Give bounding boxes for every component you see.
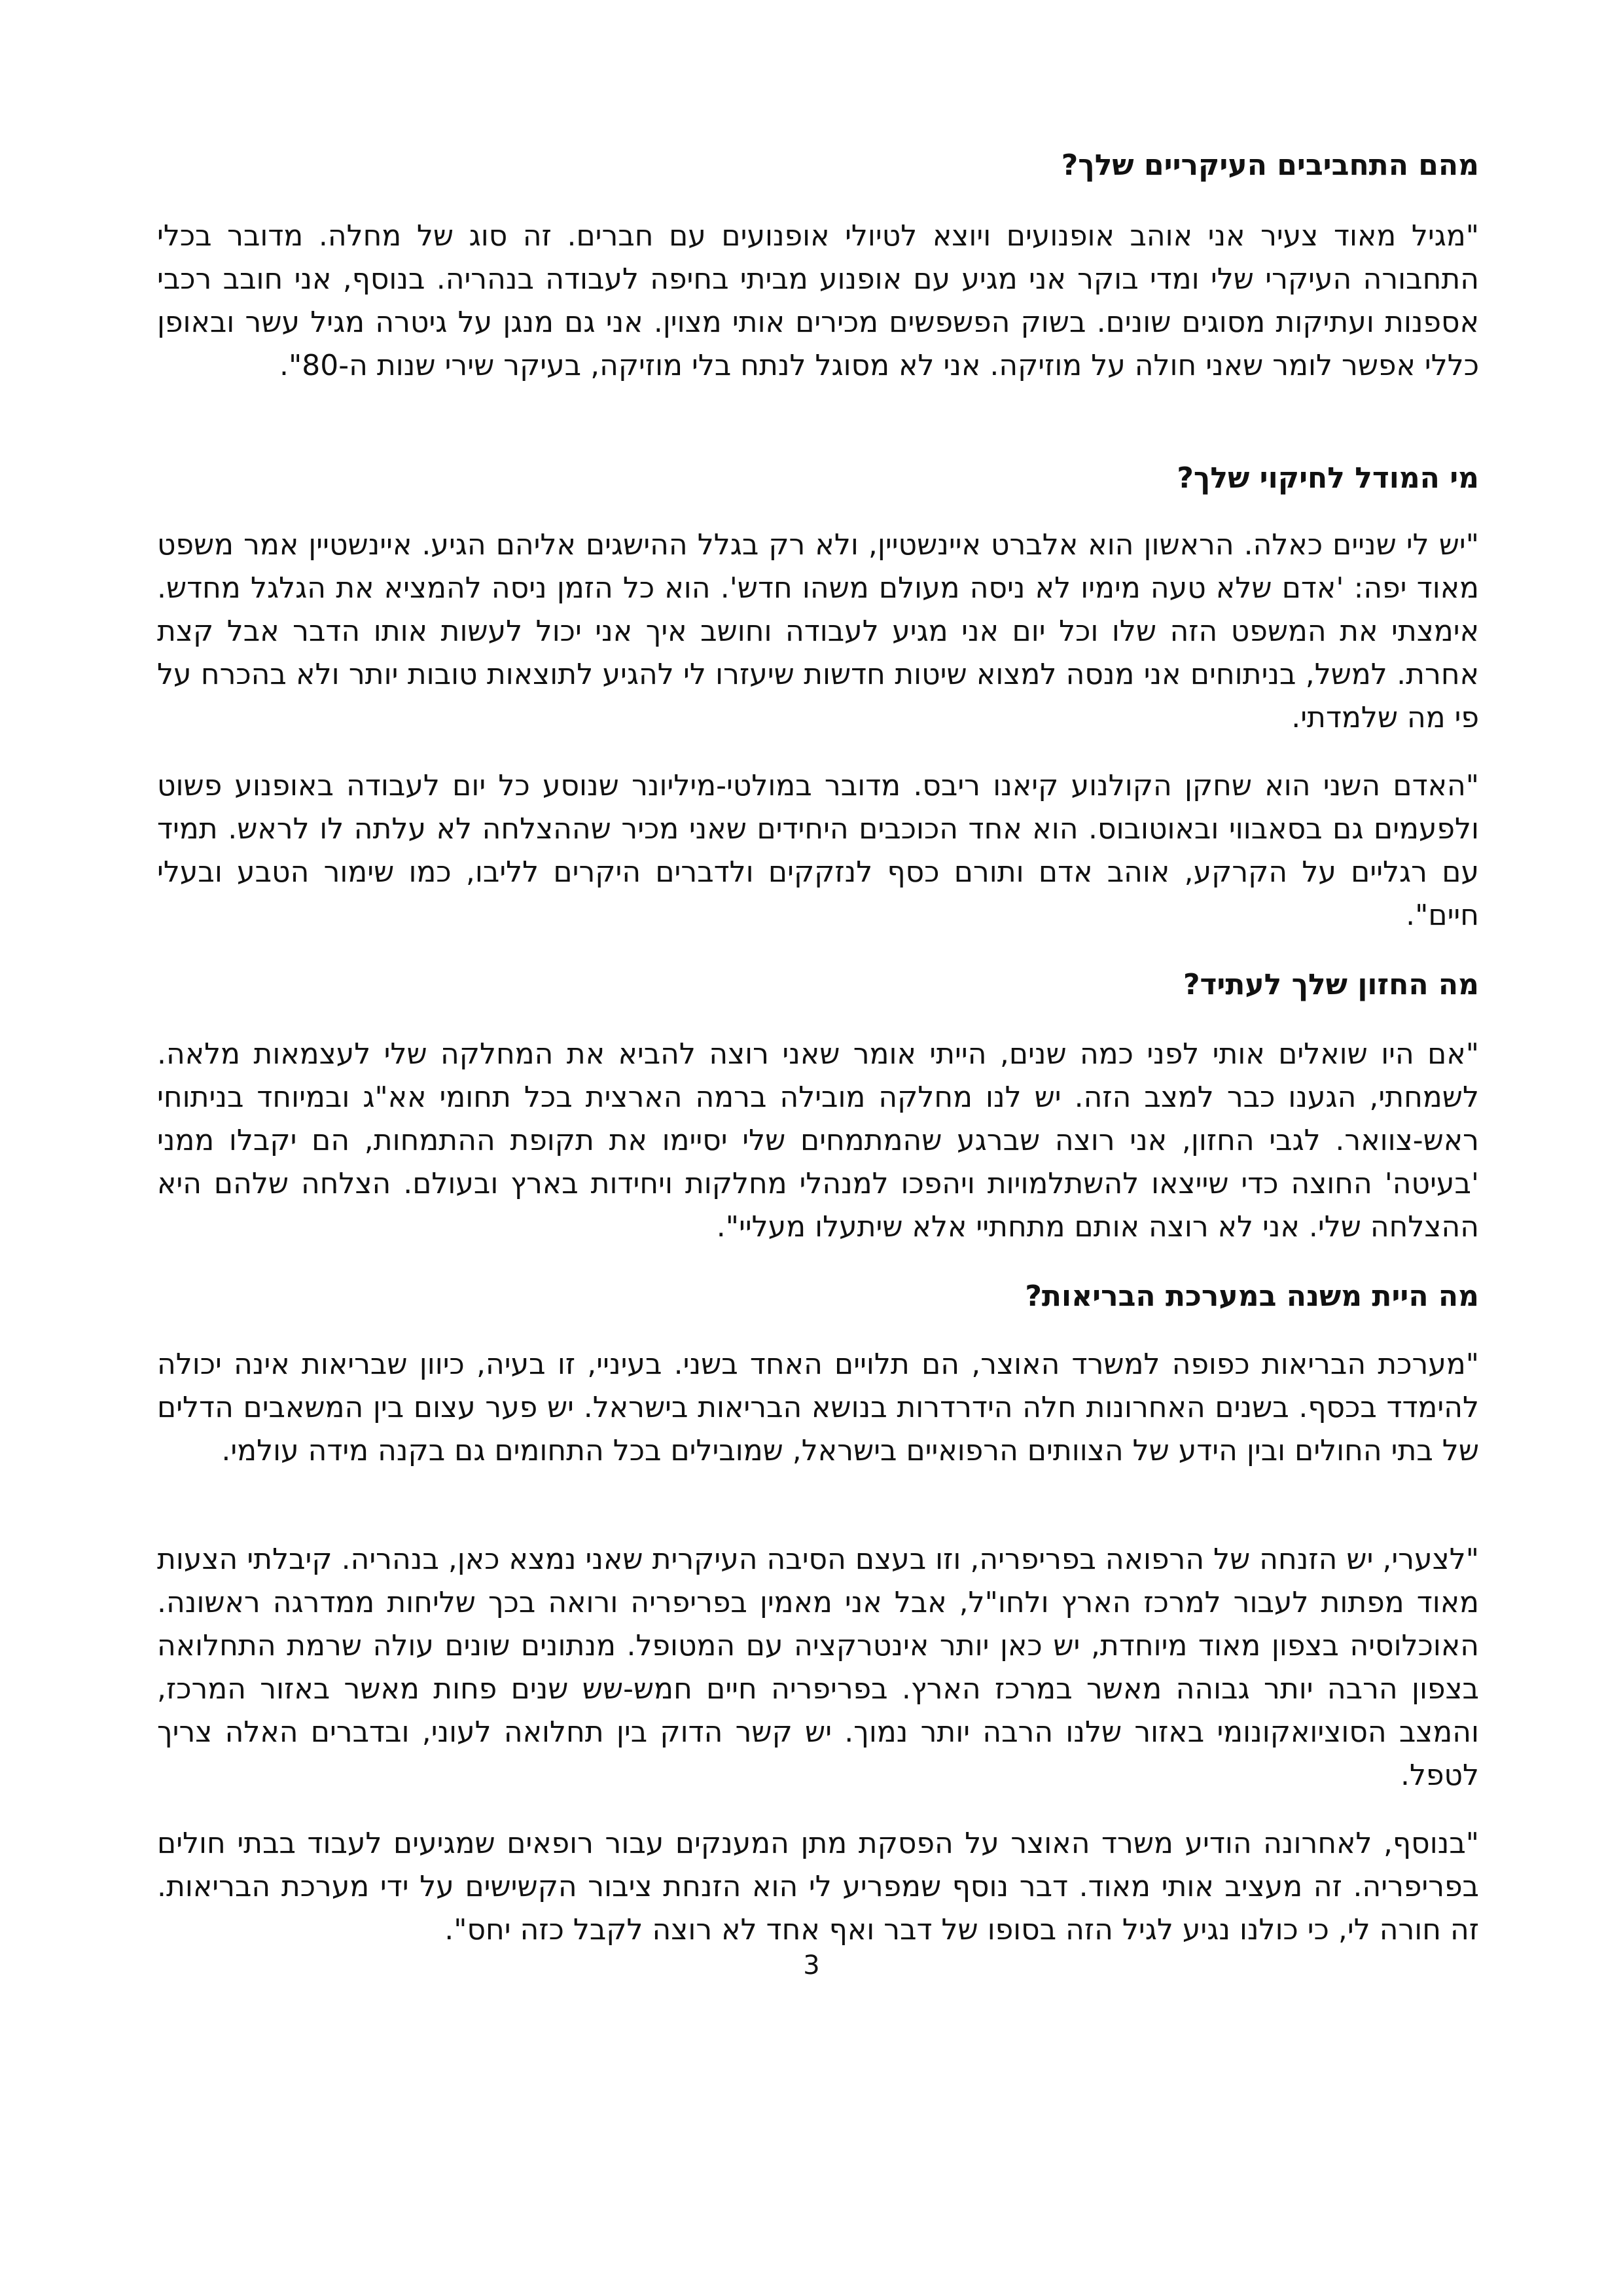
page-number: 3 bbox=[803, 1950, 820, 1981]
paragraph-vision: "אם היו שואלים אותי לפני כמה שנים, הייתי אומר שאני רוצה להביא את המחלקה שלי לעצמאות מלאה. לשמחתי, הגענו כבר למצב הזה. יש לנו מחלקה מובילה ברמה הארצית בכל תחומי אא"ג ובמיוחד בניתוחי ראש-צוואר. לגבי החזון, אני רוצה שברגע שהמתמחים שלי יסיימו את תקופת ההתמחות, הם יקבלו ממני 'בעיטה' החוצה כדי שייצאו להשתלמויות ויהפכו למנהלי מחלקות ויחידות בארץ ובעולם. הצלחה שלהם היא ההצלחה שלי. אני לא רוצה אותם מתחתיי אלא שיתעלו מעליי". bbox=[157, 1037, 1479, 1244]
paragraph-health-system-3: "בנוסף, לאחרונה הודיע משרד האוצר על הפסקת מתן המענקים עבור רופאים שמגיעים לעבוד בבתי חולים בפריפריה. זה מעציב אותי מאוד. דבר נוסף שמפריע לי הוא הזנחת ציבור הקשישים על ידי מערכת הבריאות. זה חורה לי, כי כולנו נגיע לגיל הזה בסופו של דבר ואף אחד לא רוצה לקבל כזה יחס". bbox=[157, 1827, 1479, 1946]
paragraph-health-system-2: "לצערי, יש הזנחה של הרפואה בפריפריה, וזו בעצם הסיבה העיקרית שאני נמצא כאן, בנהריה. קיבלתי הצעות מאוד מפתות לעבור למרכז הארץ ולחו"ל, אבל אני מאמין בפריפריה ורואה בכך שליחות ממדרגה ראשונה. האוכלוסיה בצפון מאוד מיוחדת, יש כאן יותר אינטרקציה עם המטופל. מנתונים שונים עולה שרמת התחלואה בצפון הרבה יותר גבוהה מאשר במרכז הארץ. בפריפריה חיים חמש-שש שנים פחות מאשר באזור המרכז, והמצב הסוציואקונומי באזור שלנו הרבה יותר נמוך. יש קשר הדוק בין תחלואה לעוני, ובדברים האלה צריך לטפל. bbox=[157, 1543, 1479, 1792]
paragraph-role-model-keanu: "האדם השני הוא שחקן הקולנוע קיאנו ריבס. מדובר במולטי-מיליונר שנוסע כל יום לעבודה באופנוע פשוט ולפעמים גם בסאבווי ובאוטובוס. הוא אחד הכוכבים היחידים שאני מכיר שההצלחה לא עלתה לו לראש. תמיד עם רגליים על הקרקע, אוהב אדם ותורם כסף לנזקקים ולדברים היקרים לליבו, כמו שימור הטבע ובעלי חיים". bbox=[157, 769, 1479, 932]
paragraph-role-model-einstein: "יש לי שניים כאלה. הראשון הוא אלברט איינשטיין, ולא רק בגלל ההישגים אליהם הגיע. איינשטיין אמר משפט מאוד יפה: 'אדם שלא טעה מימיו לא ניסה מעולם משהו חדש'. הוא כל הזמן ניסה להמציא את הגלגל מחדש. אימצתי את המשפט הזה שלו וכל יום אני מגיע לעבודה וחושב איך אני יכול לעשות אותו הדבר אבל קצת אחרת. למשל, בניתוחים אני מנסה למצוא שיטות חדשות שיעזרו לי להגיע לתוצאות טובות יותר ולא בהכרח על פי מה שלמדתי. bbox=[157, 528, 1479, 734]
section-heading-hobbies: מהם התחביבים העיקריים שלך? bbox=[1061, 149, 1479, 182]
section-heading-vision: מה החזון שלך לעתיד? bbox=[1183, 968, 1479, 1001]
section-heading-health-system: מה היית משנה במערכת הבריאות? bbox=[1025, 1280, 1479, 1313]
paragraph-hobbies: "מגיל מאוד צעיר אני אוהב אופנועים ויוצא לטיולי אופנועים עם חברים. זה סוג של מחלה. מדובר בכלי התחבורה העיקרי שלי ומדי בוקר אני מגיע עם אופנוע מביתי בחיפה לעבודה בנהריה. בנוסף, אני חובב רכבי אספנות ועתיקות מסוגים שונים. בשוק הפשפשים מכירים אותי מצוין. אני גם מנגן על גיטרה מגיל עשר ובאופן כללי אפשר לומר שאני חולה על מוזיקה. אני לא מסוגל לנתח בלי מוזיקה, בעיקר שירי שנות ה-80". bbox=[157, 219, 1479, 382]
paragraph-health-system-1: "מערכת הבריאות כפופה למשרד האוצר, הם תלויים האחד בשני. בעיניי, זו בעיה, כיוון שבריאות אינה יכולה להימדד בכסף. בשנים האחרונות חלה הידרדרות בנושא הבריאות בישראל. יש פער עצום בין המשאבים הדלים של בתי החולים ובין הידע של הצוותים הרפואיים בישראל, שמובילים בכל התחומים גם בקנה מידה עולמי. bbox=[157, 1348, 1479, 1467]
section-heading-role-model: מי המודל לחיקוי שלך? bbox=[1177, 461, 1479, 495]
